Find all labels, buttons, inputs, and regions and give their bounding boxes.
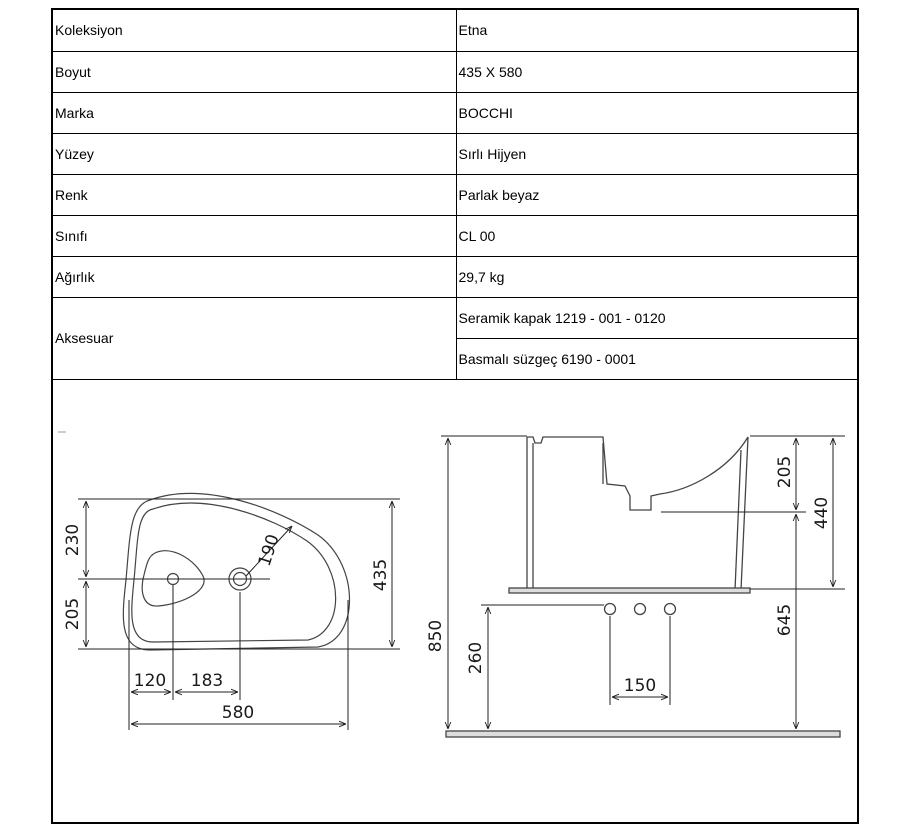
top-view xyxy=(123,493,349,650)
dim-label-435: 435 xyxy=(371,558,391,592)
row-label: Yüzey xyxy=(53,133,456,174)
row-value: Etna xyxy=(456,10,857,51)
basin-inner-outline xyxy=(132,503,336,642)
dim-label-120: 120 xyxy=(133,671,167,691)
dim-label-645: 645 xyxy=(775,603,795,637)
water-connection-3 xyxy=(665,604,676,615)
row-value: BOCCHI xyxy=(456,92,857,133)
dim-label-205: 205 xyxy=(63,597,83,631)
dim-label-580: 580 xyxy=(221,703,255,723)
row-label: Ağırlık xyxy=(53,256,456,297)
dim-label-440: 440 xyxy=(812,496,832,530)
dim-label-260: 260 xyxy=(466,641,486,675)
bidet-inner-profile xyxy=(533,443,741,590)
row-label: Sınıfı xyxy=(53,215,456,256)
row-value: 29,7 kg xyxy=(456,256,857,297)
row-value: 435 X 580 xyxy=(456,51,857,92)
row-label: Marka xyxy=(53,92,456,133)
accessory-value: Seramik kapak 1219 - 001 - 0120 xyxy=(456,297,857,338)
dim-label-183: 183 xyxy=(190,671,224,691)
row-value: Sırlı Hijyen xyxy=(456,133,857,174)
top-view-labels xyxy=(63,524,391,723)
basin-outer-outline xyxy=(123,493,349,650)
row-value: CL 00 xyxy=(456,215,857,256)
floor-line xyxy=(446,731,840,737)
water-connection-2 xyxy=(635,604,646,615)
dim-label-190: 190 xyxy=(254,531,284,569)
dim-label-850: 850 xyxy=(426,619,446,653)
row-label: Renk xyxy=(53,174,456,215)
dim-label-205-side: 205 xyxy=(775,455,795,489)
row-label: Boyut xyxy=(53,51,456,92)
accessory-value: Basmalı süzgeç 6190 - 0001 xyxy=(456,338,857,379)
side-view-labels xyxy=(426,456,832,696)
accessory-label: Aksesuar xyxy=(53,297,456,379)
dim-label-150: 150 xyxy=(623,676,657,696)
row-label: Koleksiyon xyxy=(53,10,456,51)
row-value: Parlak beyaz xyxy=(456,174,857,215)
floor-plate xyxy=(509,588,750,593)
dim-label-230: 230 xyxy=(63,523,83,557)
water-connection-1 xyxy=(605,604,616,615)
bidet-body-profile xyxy=(527,437,748,590)
